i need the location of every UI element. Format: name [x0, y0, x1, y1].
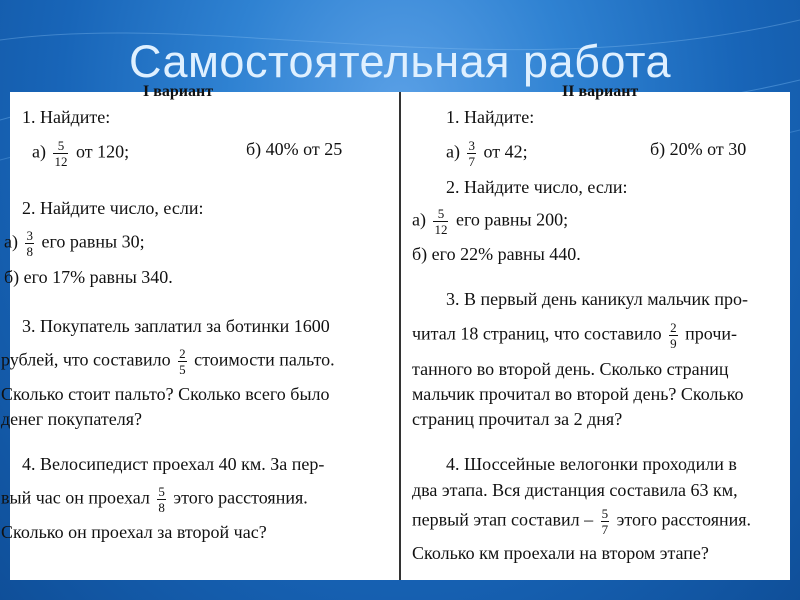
task-3-line-3: танного во второй день. Сколько страниц — [412, 359, 729, 379]
worksheet — [1, 83, 790, 580]
task-2b: б) его 22% равны 440. — [412, 244, 581, 264]
fraction — [467, 138, 476, 169]
task-4-line-2: два этапа. Вся дистанция составила 63 км, — [412, 480, 738, 500]
task-2a — [412, 206, 568, 237]
task-3-line-5: страниц прочитал за 2 дня? — [412, 409, 623, 429]
task-2a-text: его равны 200; — [455, 209, 569, 230]
fraction-numerator: 3 — [468, 138, 475, 153]
fraction — [433, 206, 448, 237]
task-3-line-4: мальчик прочитал во второй день? Сколько — [412, 384, 744, 404]
task-1a-text: от 42; — [483, 141, 528, 162]
task-2a — [4, 228, 145, 259]
task-2a-label: а) — [412, 209, 426, 230]
slide-title: Самостоятельная работа — [128, 36, 672, 87]
task-1b: б) 40% от 25 — [246, 139, 343, 159]
fraction-denominator: 5 — [179, 362, 186, 377]
task-4-line-4: Сколько км проехали на втором этапе? — [412, 543, 709, 563]
fraction-numerator: 5 — [53, 138, 68, 154]
fraction-numerator: 2 — [670, 320, 677, 335]
task-3-line-2 — [1, 346, 335, 377]
task-2-header: 2. Найдите число, если: — [446, 177, 628, 197]
task-4-line-1: 4. Шоссейные велогонки проходили в — [446, 454, 737, 474]
task-3-line-1: 3. В первый день каникул мальчик про- — [446, 289, 749, 309]
task-2a-text: его равны 30; — [41, 231, 145, 252]
task-1b: б) 20% от 30 — [650, 139, 747, 159]
task-4-text-after-fraction: этого расстояния. — [173, 487, 308, 508]
task-1a-label: а) — [32, 141, 46, 162]
task-1a — [32, 138, 129, 169]
task-2a-label: а) — [4, 231, 18, 252]
fraction — [25, 228, 34, 259]
task-3-text-before-fraction: рублей, что составило — [1, 349, 171, 370]
task-3-line-1: 3. Покупатель заплатил за ботинки 1600 — [22, 316, 330, 336]
task-4-line-3 — [412, 506, 751, 537]
task-4-line-1: 4. Велосипедист проехал 40 км. За пер- — [22, 454, 325, 474]
fraction — [601, 506, 610, 537]
fraction-numerator: 3 — [26, 228, 33, 243]
task-2-header: 2. Найдите число, если: — [22, 198, 204, 218]
task-3-text-after-fraction: стоимости пальто. — [194, 349, 335, 370]
fraction-numerator: 5 — [601, 506, 609, 521]
fraction — [157, 484, 166, 515]
fraction-numerator: 5 — [433, 206, 448, 222]
task-3-text-after-fraction: прочи- — [685, 323, 738, 344]
column-divider — [399, 92, 401, 580]
task-3-line-4: денег покупателя? — [1, 409, 143, 429]
variant-heading: I вариант — [143, 83, 214, 100]
fraction — [53, 138, 68, 169]
variant-1-column — [1, 83, 398, 580]
task-1a-label: а) — [446, 141, 460, 162]
task-4-line-2 — [1, 484, 308, 515]
task-1a-text: от 120; — [75, 141, 130, 162]
task-2b: б) его 17% равны 340. — [4, 267, 173, 287]
task-1-header: 1. Найдите: — [446, 107, 535, 127]
variant-2-column — [402, 83, 790, 580]
task-3-line-2 — [412, 320, 737, 351]
task-4-line-3: Сколько он проехал за второй час? — [1, 522, 267, 542]
variant-heading: II вариант — [562, 83, 639, 100]
task-4-text-after-fraction: этого расстояния. — [616, 509, 752, 530]
fraction — [669, 320, 678, 351]
fraction-numerator: 5 — [158, 484, 165, 499]
fraction-denominator: 7 — [601, 522, 609, 537]
task-4-text-before-fraction: вый час он проехал — [1, 487, 150, 508]
fraction-denominator: 9 — [670, 336, 677, 351]
task-3-text-before-fraction: читал 18 страниц, что составило — [412, 323, 662, 344]
fraction-denominator: 12 — [434, 222, 448, 237]
fraction-numerator: 2 — [179, 346, 186, 361]
fraction — [178, 346, 187, 377]
fraction-denominator: 8 — [158, 500, 165, 515]
task-1a — [446, 138, 528, 169]
task-1-header: 1. Найдите: — [22, 107, 111, 127]
fraction-denominator: 7 — [468, 154, 475, 169]
task-3-line-3: Сколько стоит пальто? Сколько всего было — [1, 384, 330, 404]
fraction-denominator: 8 — [26, 244, 33, 259]
task-4-text-before-fraction: первый этап составил – — [412, 509, 594, 530]
fraction-denominator: 12 — [54, 154, 68, 169]
